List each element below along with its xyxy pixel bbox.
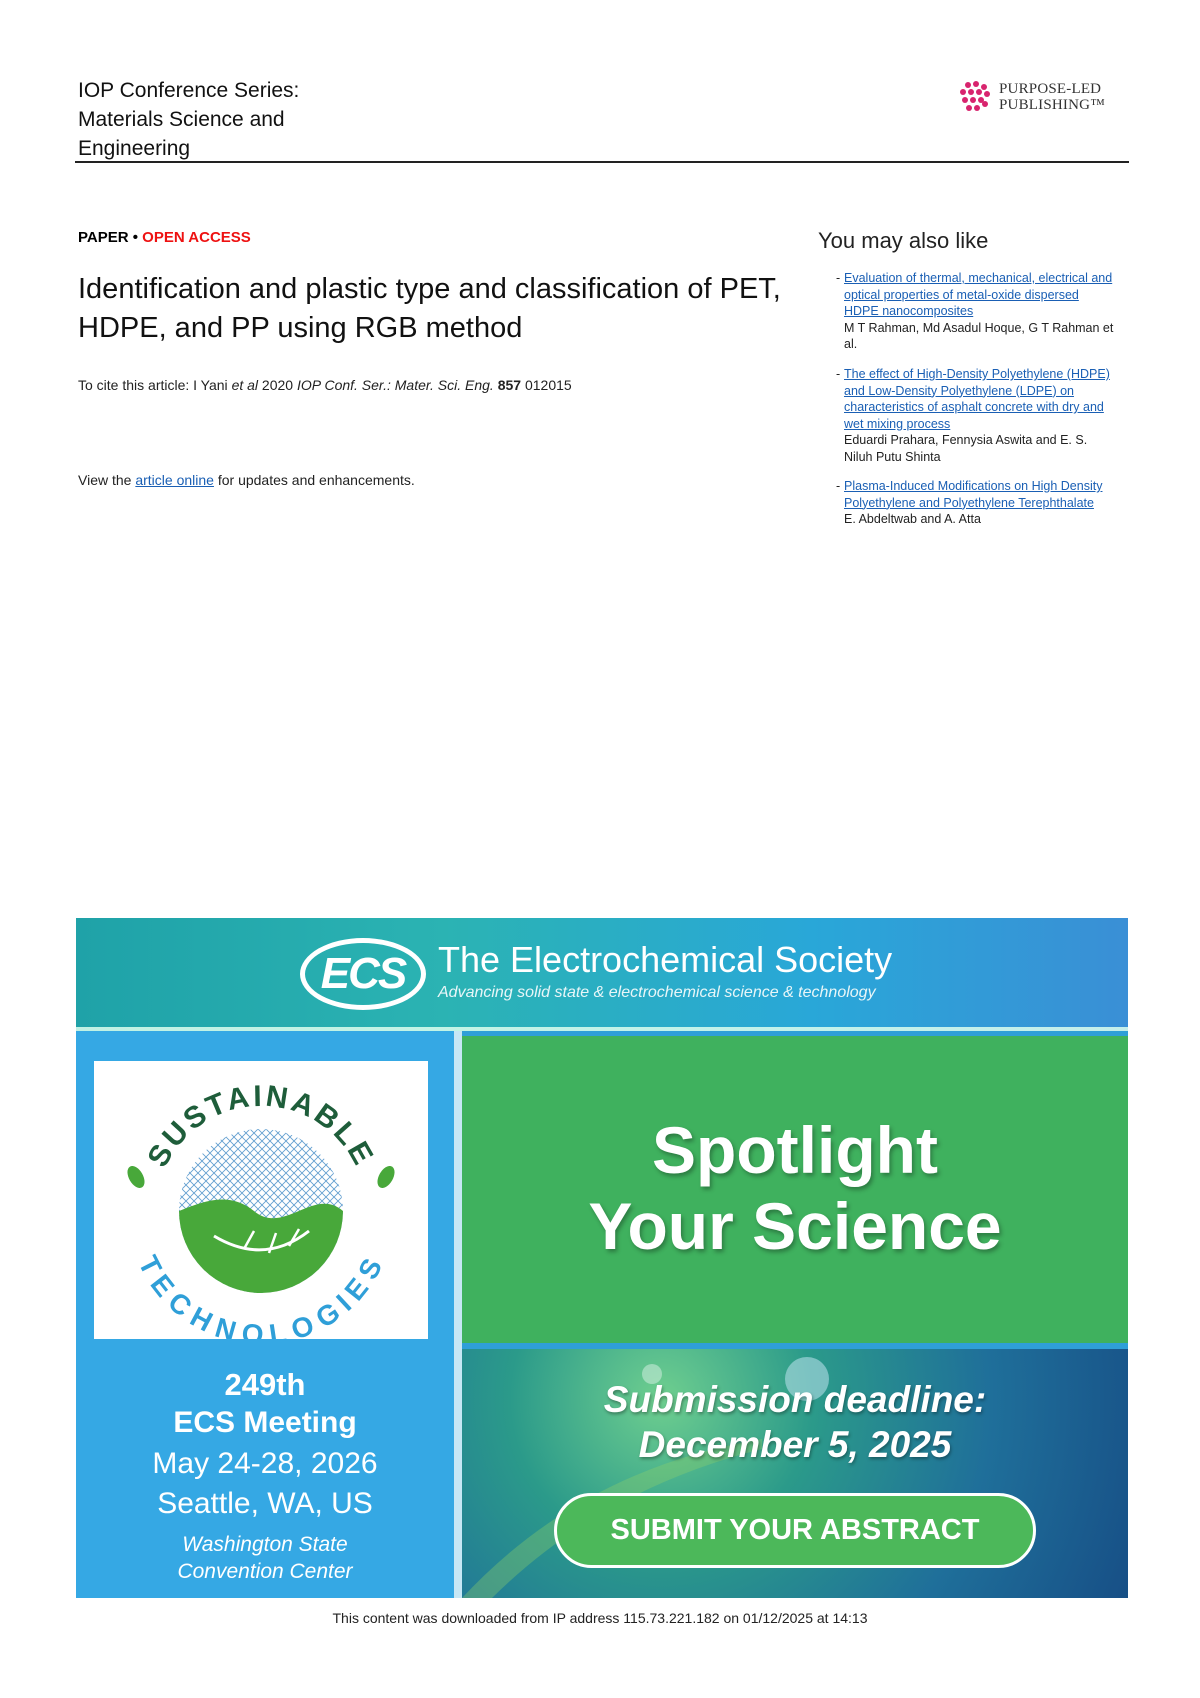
meeting-number: 249th [224,1367,306,1402]
deadline-panel [462,1349,1128,1598]
list-bullet: - [836,479,841,493]
meeting-city: Seattle, WA, US [157,1487,373,1520]
journal-name [78,76,378,163]
deadline-line: Submission deadline: [603,1379,987,1420]
venue-line: Washington State [182,1533,348,1556]
journal-name-line: Engineering [78,137,191,160]
publisher-mark-icon [958,80,992,114]
meeting-name: ECS Meeting [173,1406,357,1439]
related-article [836,478,1116,528]
article-online-link[interactable]: article online [135,472,214,488]
related-article [836,366,1116,465]
spotlight-headline [462,1112,1128,1264]
related-article-link[interactable]: Evaluation of thermal, mechanical, electrical and optical properties of metal-oxide dispersed HDPE nanocomposites [844,271,1113,318]
citation-prefix: To cite this article: I Yani [78,377,232,393]
related-article-link[interactable]: The effect of High-Density Polyethylene (HDPE) and Low-Density Polyethylene (LDPE) on characteristics of asphalt concrete with dry and wet mixing process [844,367,1110,431]
article-title: Identification and plastic type and classification of PET, HDPE, and PP using RGB method [78,273,781,344]
download-notice: This content was downloaded from IP address 115.73.221.182 on 01/12/2025 at 14:13 [332,1610,868,1626]
citation-line [78,377,572,393]
open-access-badge: OPEN ACCESS [142,229,251,246]
citation-year: 2020 [258,377,297,393]
related-article-authors: E. Abdeltwab and A. Atta [844,512,981,526]
view-online-line [78,472,415,488]
society-tagline: Advancing solid state & electrochemical science & technology [438,984,876,1001]
venue-line: Convention Center [177,1560,353,1583]
meeting-dates: May 24-28, 2026 [152,1447,378,1480]
sustainable-technologies-logo [94,1061,428,1339]
logo-arc-bottom: TECHNOLOGIES [132,1250,390,1339]
related-article-link[interactable]: Plasma-Induced Modifications on High Density Polyethylene and Polyethylene Terephthalate [844,479,1103,510]
headline-line: Spotlight [652,1113,938,1187]
meeting-panel [76,1031,454,1598]
list-bullet: - [836,271,841,285]
publisher-wordmark-line: PUBLISHING™ [999,97,1106,113]
label-separator: • [128,229,143,246]
header-divider [75,161,1129,163]
headline-line: Your Science [588,1189,1002,1263]
submit-abstract-button[interactable]: SUBMIT YOUR ABSTRACT [554,1493,1036,1568]
panel-divider [454,1031,462,1598]
citation-etal: et al [231,377,259,393]
spotlight-panel [462,1036,1128,1343]
related-article [836,270,1116,353]
publisher-wordmark-line: PURPOSE-LED [999,81,1102,97]
publisher-wordmark [999,81,1105,113]
citation-number: 012015 [521,377,572,393]
banner-header [76,918,1128,1031]
submission-deadline [462,1377,1128,1467]
sustainable-technologies-emblem [94,1061,428,1339]
list-bullet: - [836,367,841,381]
ecs-logo: ECS [300,938,426,1010]
logo-arc-top: SUSTAINABLE [141,1079,381,1173]
journal-name-line: IOP Conference Series: [78,79,300,102]
related-article-authors: Eduardi Prahara, Fennysia Aswita and E. S. Niluh Putu Shinta [844,433,1088,464]
citation-volume: 857 [497,377,522,393]
society-name: The Electrochemical Society [438,939,893,980]
related-heading: You may also like [818,228,989,253]
publisher-logo [958,77,1126,117]
citation-journal: IOP Conf. Ser.: Mater. Sci. Eng. [296,377,494,393]
journal-name-line: Materials Science and [78,108,285,131]
paper-type-label [78,229,251,246]
related-article-authors: M T Rahman, Md Asadul Hoque, G T Rahman et al. [844,320,1114,351]
view-suffix: for updates and enhancements. [213,472,415,488]
paper-label: PAPER [78,229,129,246]
view-prefix: View the [78,472,136,488]
ecs-banner-ad[interactable] [76,918,1128,1598]
deadline-line: December 5, 2025 [638,1424,952,1465]
meeting-venue [76,1531,454,1585]
